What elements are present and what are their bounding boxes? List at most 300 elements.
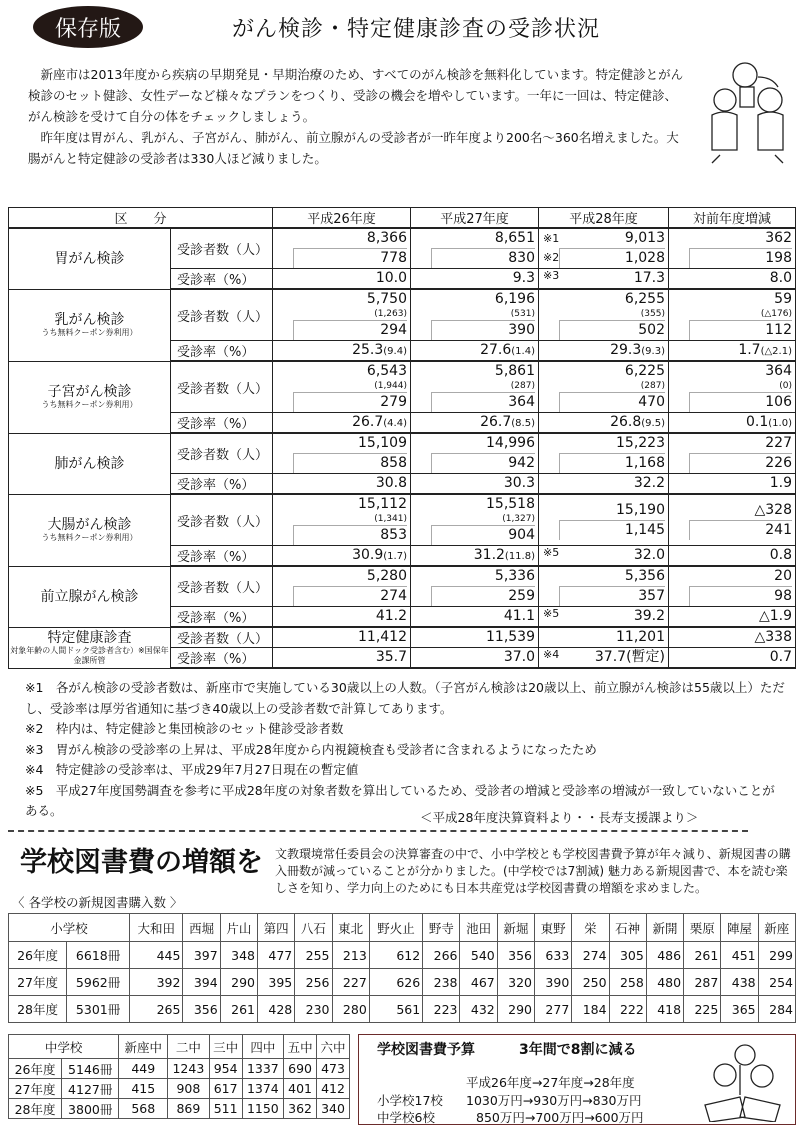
book-count: 227 [332,969,369,996]
school-header-row [9,914,796,942]
count-value: △328 [754,501,792,518]
count-value: 227 [765,435,792,451]
rate-cell [539,474,669,495]
category-label: 特定健康診査 [47,629,132,646]
category-label: 前立腺がん検診 [40,588,139,605]
rate-value: 8.0 [769,270,792,286]
book-count: 390 [535,969,572,996]
school-name: 野火止 [369,914,422,942]
rate-value: 29.3 [610,342,642,358]
rate-cell [669,269,796,290]
budget-years: 平成26年度→27年度→28年度 [466,1075,635,1090]
count-value: 20 [774,568,792,584]
book-count: 290 [220,969,257,996]
count-cell [273,433,411,474]
book-count: 908 [168,1079,210,1099]
rate-value: 31.2 [473,547,505,563]
set-value: 357 [559,586,665,606]
count-label: 受診者数（人） [171,627,273,648]
count-value: 9,013 ※1 [543,230,665,246]
book-count: 256 [295,969,332,996]
book-count: 438 [721,969,758,996]
category-label: 子宮がん検診 [47,384,132,400]
elementary-table [8,913,796,1023]
book-count: 287 [684,969,721,996]
budget-title: 学校図書費予算 [377,1042,475,1058]
rate-coupon-value: (1.7) [383,551,407,562]
table-row [9,1099,350,1119]
rate-value: 0.1 [746,414,769,430]
count-cell [539,494,669,546]
count-value: 5,280 [366,568,407,584]
set-value: 279 [293,392,407,412]
count-value: 6,255 [624,291,665,307]
coupon-value: (531) [510,309,535,319]
count-value: 5,356 [624,568,665,584]
book-count: 869 [168,1099,210,1119]
rate-cell [669,546,796,567]
rate-cell [411,546,539,567]
count-label: 受診者数（人） [171,228,273,269]
book-count: 432 [460,996,497,1023]
set-value: 858 [293,453,407,473]
rate-coupon-value: (8.5) [511,418,535,429]
book-count: 290 [497,996,534,1023]
keep-badge: 保存版 [33,6,143,48]
rate-value: 30.9 [352,547,384,563]
note-marker: ※5 [543,607,560,620]
book-count: 1150 [242,1099,284,1119]
book-count: 633 [535,942,572,969]
book-count: 250 [572,969,609,996]
rate-value: 0.8 [769,547,792,563]
school-type-label: 中学校 [9,1035,119,1059]
school-header-row [9,1035,350,1059]
rate-coupon-value: (△2.1) [760,346,792,357]
count-cell [669,494,796,546]
book-count: 626 [369,969,422,996]
table-row-count [9,289,796,341]
book-count: 449 [119,1059,168,1079]
year-label: 26年度 [9,1059,62,1079]
count-value: 6,543 [366,363,407,379]
count-value: 11,539 [486,629,535,645]
doctor-illustration [700,55,795,165]
footnotes [25,678,785,822]
book-count: 477 [257,942,294,969]
set-value: 274 [293,586,407,606]
rate-cell [411,269,539,290]
school-name: 新座 [758,914,795,942]
category-note: うち無料クーポン券利用） [41,533,138,542]
rate-cell [669,413,796,434]
year-label: 28年度 [9,996,67,1023]
source-note: ＜平成28年度決算資料より・・長寿支援課より＞ [420,810,699,825]
count-label: 受診者数（人） [171,566,273,607]
book-count: 467 [460,969,497,996]
book-count: 365 [721,996,758,1023]
book-count: 954 [209,1059,242,1079]
rate-label: 受診率（%） [171,269,273,290]
rate-cell [273,474,411,495]
table-row [9,969,796,996]
book-count: 356 [183,996,220,1023]
book-count: 412 [317,1079,350,1099]
rate-coupon-value: (1.0) [768,418,792,429]
rate-value: 27.6 [480,342,512,358]
year-label: 27年度 [9,1079,62,1099]
rate-value: 25.3 [352,342,384,358]
year-total: 5301冊 [67,996,130,1023]
book-count: 568 [119,1099,168,1119]
footnote: ※3 胃がん検診の受診率の上昇は、平成28年度から内視鏡検査も受診者に含まれるようになったため [25,741,597,757]
school-name: 三中 [209,1035,242,1059]
rate-coupon-value: (9.4) [383,346,407,357]
set-value: 470 [559,392,665,412]
book-count: 223 [423,996,460,1023]
rate-cell [539,648,669,669]
year-label: 28年度 [9,1099,62,1119]
rate-label: 受診率（%） [171,413,273,434]
school-name: 東野 [535,914,572,942]
footnote: ※2 枠内は、特定健診と集団検診のセット健診受診者数 [25,721,344,736]
table-row-count [9,228,796,269]
table-header-row [9,208,796,229]
school-name: 第四 [257,914,294,942]
rate-cell [539,341,669,362]
rate-cell [411,341,539,362]
book-count: 280 [332,996,369,1023]
category-note: うち無料クーポン券利用） [41,400,138,409]
book-count: 305 [609,942,646,969]
book-count: 258 [609,969,646,996]
set-value: 294 [293,320,407,340]
rate-label: 受診率（%） [171,474,273,495]
count-value: 5,861 [494,363,535,379]
note-marker: ※4 [543,648,560,661]
coupon-value: (287) [510,381,535,391]
book-count: 690 [284,1059,317,1079]
set-value: 364 [431,392,535,412]
library-text: 文教環境常任委員会の決算審査の中で、小中学校とも学校図書費予算が年々減り、新規図書の購入冊数が減っていることが分かりました。(中学校では7割減) 魅力ある新規図書で、本を読む楽しさを知り、学力向上のためにも日本共産党は学校図書費の増額を求めました。 [275,847,791,895]
school-name: 栄 [572,914,609,942]
book-count: 340 [317,1099,350,1119]
rate-cell [539,269,669,290]
rate-cell [273,648,411,669]
count-cell [539,433,669,474]
year-total: 4127冊 [62,1079,119,1099]
year-label: 26年度 [9,942,67,969]
rate-value: 37.7(暫定) [594,649,665,665]
book-count: 397 [183,942,220,969]
count-label: 受診者数（人） [171,289,273,341]
coupon-value: (1,944) [374,381,407,391]
rate-cell [411,474,539,495]
rate-value: 41.1 [503,608,535,624]
coupon-value: (0) [779,381,792,391]
set-value: 904 [431,525,535,545]
year-total: 3800冊 [62,1099,119,1119]
set-value: 853 [293,525,407,545]
book-count: 238 [423,969,460,996]
count-value: 15,518 [486,496,535,512]
coupon-value: (△176) [760,309,792,319]
book-count: 480 [646,969,683,996]
school-name: 陣屋 [721,914,758,942]
budget-mid-values: 850万円→700万円→600万円 [476,1110,644,1125]
category-name [9,433,171,494]
table-row-count [9,433,796,474]
book-count: 1374 [242,1079,284,1099]
rate-value: 32.0 [633,547,665,563]
set-value: 1,168 [559,453,665,473]
note-marker: ※2 [543,251,560,264]
book-count: 255 [295,942,332,969]
rate-cell [411,648,539,669]
coupon-value: (287) [640,381,665,391]
count-value: 6,196 [494,291,535,307]
rate-value: 26.7 [352,414,384,430]
rate-value: 0.7 [769,649,792,665]
count-value: 14,996 [486,435,535,451]
rate-value: 41.2 [375,608,407,624]
table-row-count [9,566,796,607]
book-count: 418 [646,996,683,1023]
rate-value: 26.8 [610,414,642,430]
rate-label: 受診率（%） [171,546,273,567]
count-value: 59 [774,291,792,307]
column-header: 区 分 [9,208,273,229]
book-count: 299 [758,942,795,969]
category-name [9,566,171,627]
page-title: がん検診・特定健康診査の受診状況 [232,17,601,42]
book-count: 266 [423,942,460,969]
count-cell [669,228,796,269]
count-value: 5,750 [366,291,407,307]
book-count: 254 [758,969,795,996]
school-name: 二中 [168,1035,210,1059]
footnote: ※1 各がん検診の受診者数は、新座市で実施している30歳以上の人数。（子宮がん検診は20歳以上、前立腺がん検診は55歳以上）ただし、受診率は厚労省通知に基づき40歳以上の受診者数で計算してあります。 [25,680,785,716]
school-name: 五中 [284,1035,317,1059]
rate-value: 17.3 [633,270,665,286]
rate-value: 1.7 [738,342,761,358]
book-count: 261 [220,996,257,1023]
school-name: 四中 [242,1035,284,1059]
rate-value: 32.2 [633,475,665,491]
book-count: 1337 [242,1059,284,1079]
rate-label: 受診率（%） [171,341,273,362]
category-name [9,289,171,361]
library-subtitle: 〈 各学校の新規図書購入数 〉 [12,895,183,910]
column-header: 平成27年度 [411,208,539,229]
book-count: 445 [130,942,183,969]
column-header: 平成26年度 [273,208,411,229]
rate-coupon-value: (9.5) [641,418,665,429]
year-total: 6618冊 [67,942,130,969]
count-cell [273,228,411,269]
category-label: 胃がん検診 [54,250,125,267]
rate-cell [273,546,411,567]
book-count: 225 [684,996,721,1023]
book-count: 348 [220,942,257,969]
set-value: 241 [689,520,792,540]
year-total: 5146冊 [62,1059,119,1079]
count-cell [669,627,796,648]
category-name [9,627,171,668]
rate-cell [273,341,411,362]
school-name: 大和田 [130,914,183,942]
book-count: 395 [257,969,294,996]
count-cell [539,361,669,413]
set-value: 198 [689,248,792,268]
coupon-value: (1,327) [502,514,535,524]
rate-cell [539,607,669,628]
set-value: 502 [559,320,665,340]
count-value: △338 [754,629,792,645]
book-count: 415 [119,1079,168,1099]
set-value: 259 [431,586,535,606]
book-count: 540 [460,942,497,969]
count-value: 11,412 [358,629,407,645]
rate-value: 35.7 [375,649,407,665]
book-count: 261 [684,942,721,969]
rate-value: 1.9 [769,475,792,491]
footnote: ※4 特定健診の受診率は、平成29年7月27日現在の暫定値 [25,762,359,777]
book-count: 612 [369,942,422,969]
count-value: 5,336 [494,568,535,584]
rate-value: 37.0 [503,649,535,665]
count-label: 受診者数（人） [171,494,273,546]
set-value: 1,145 [559,520,665,540]
set-value: 830 [431,248,535,268]
column-header: 平成28年度 [539,208,669,229]
set-value: 1,028 [559,248,665,268]
set-value: 106 [689,392,792,412]
rate-cell [539,413,669,434]
table-row [9,942,796,969]
count-cell [273,361,411,413]
count-cell [411,433,539,474]
school-name: 池田 [460,914,497,942]
budget-elem-label: 小学校17校 [377,1093,443,1108]
book-count: 394 [183,969,220,996]
count-cell [411,494,539,546]
note-marker: ※5 [543,546,560,559]
year-total: 5962冊 [67,969,130,996]
library-title: 学校図書費の増額を [20,847,263,878]
count-cell [273,627,411,648]
set-value: 942 [431,453,535,473]
rate-value: 30.3 [503,475,535,491]
rate-value: △1.9 [758,608,792,624]
rate-cell [669,341,796,362]
count-cell [411,627,539,648]
book-count: 362 [284,1099,317,1119]
school-name: 栗原 [684,914,721,942]
column-header: 対前年度増減 [669,208,796,229]
count-cell [669,289,796,341]
book-count: 561 [369,996,422,1023]
book-count: 473 [317,1059,350,1079]
middle-table [8,1034,350,1119]
count-cell [411,228,539,269]
count-value: 15,112 [358,496,407,512]
rate-cell [669,474,796,495]
category-name [9,361,171,433]
count-value: 11,201 [616,629,665,645]
school-name: 六中 [317,1035,350,1059]
book-count: 274 [572,942,609,969]
rate-cell [411,413,539,434]
children-reading-illustration [700,1040,790,1122]
budget-mid-label: 中学校6校 [377,1110,435,1125]
category-name [9,228,171,289]
book-count: 1243 [168,1059,210,1079]
set-value: 112 [689,320,792,340]
book-count: 428 [257,996,294,1023]
note-marker: ※3 [543,269,560,282]
category-note: 対象年齢の人間ドック受診者含む）※国保年金課所管 [10,645,169,665]
count-cell [669,433,796,474]
note-marker: ※1 [543,232,560,245]
intro-paragraph: 新座市は2013年度から疾病の早期発見・早期治療のため、すべてのがん検診を無料化しています。特定健診とがん検診のセット健診、女性デーなど様々なプランをつくり、受診の機会を増やしています。一年に一回は、特定健診、がん検診を受けて自分の体をチェックしましょう。 [28,67,684,124]
intro-paragraph: 昨年度は胃がん、乳がん、子宮がん、肺がん、前立腺がんの受診者が一昨年度より200名～360名増えました。大腸がんと特定健診の受診者は330人ほど減りました。 [28,130,679,166]
rate-value: 9.3 [512,270,535,286]
count-label: 受診者数（人） [171,361,273,413]
rate-value: 30.8 [375,475,407,491]
coupon-value: (1,263) [374,309,407,319]
table-row-count [9,361,796,413]
count-label: 受診者数（人） [171,433,273,474]
budget-elem-values: 1030万円→930万円→830万円 [466,1093,642,1108]
count-cell [539,627,669,648]
count-cell [539,566,669,607]
count-cell [273,494,411,546]
category-note: うち無料クーポン券利用） [41,328,138,337]
school-name: 西堀 [183,914,220,942]
count-cell [539,228,669,269]
count-cell [411,361,539,413]
school-name: 新座中 [119,1035,168,1059]
school-name: 八石 [295,914,332,942]
rate-value: 39.2 [633,608,665,624]
rate-cell [669,648,796,669]
book-count: 401 [284,1079,317,1099]
rate-label: 受診率（%） [171,648,273,669]
set-value: 778 [293,248,407,268]
count-value: 15,190 [616,501,665,518]
rate-label: 受診率（%） [171,607,273,628]
table-row-count [9,627,796,648]
book-count: 213 [332,942,369,969]
school-name: 石神 [609,914,646,942]
count-value: 364 [765,363,792,379]
school-name: 野寺 [423,914,460,942]
rate-value: 26.7 [480,414,512,430]
budget-headline: 3年間で8割に減る [519,1042,637,1058]
count-value: 15,109 [358,435,407,451]
rate-cell [539,546,669,567]
count-cell [669,361,796,413]
book-count: 451 [721,942,758,969]
book-count: 320 [497,969,534,996]
rate-cell [273,607,411,628]
book-count: 222 [609,996,646,1023]
category-name [9,494,171,566]
count-cell [411,566,539,607]
book-count: 265 [130,996,183,1023]
count-cell [539,289,669,341]
